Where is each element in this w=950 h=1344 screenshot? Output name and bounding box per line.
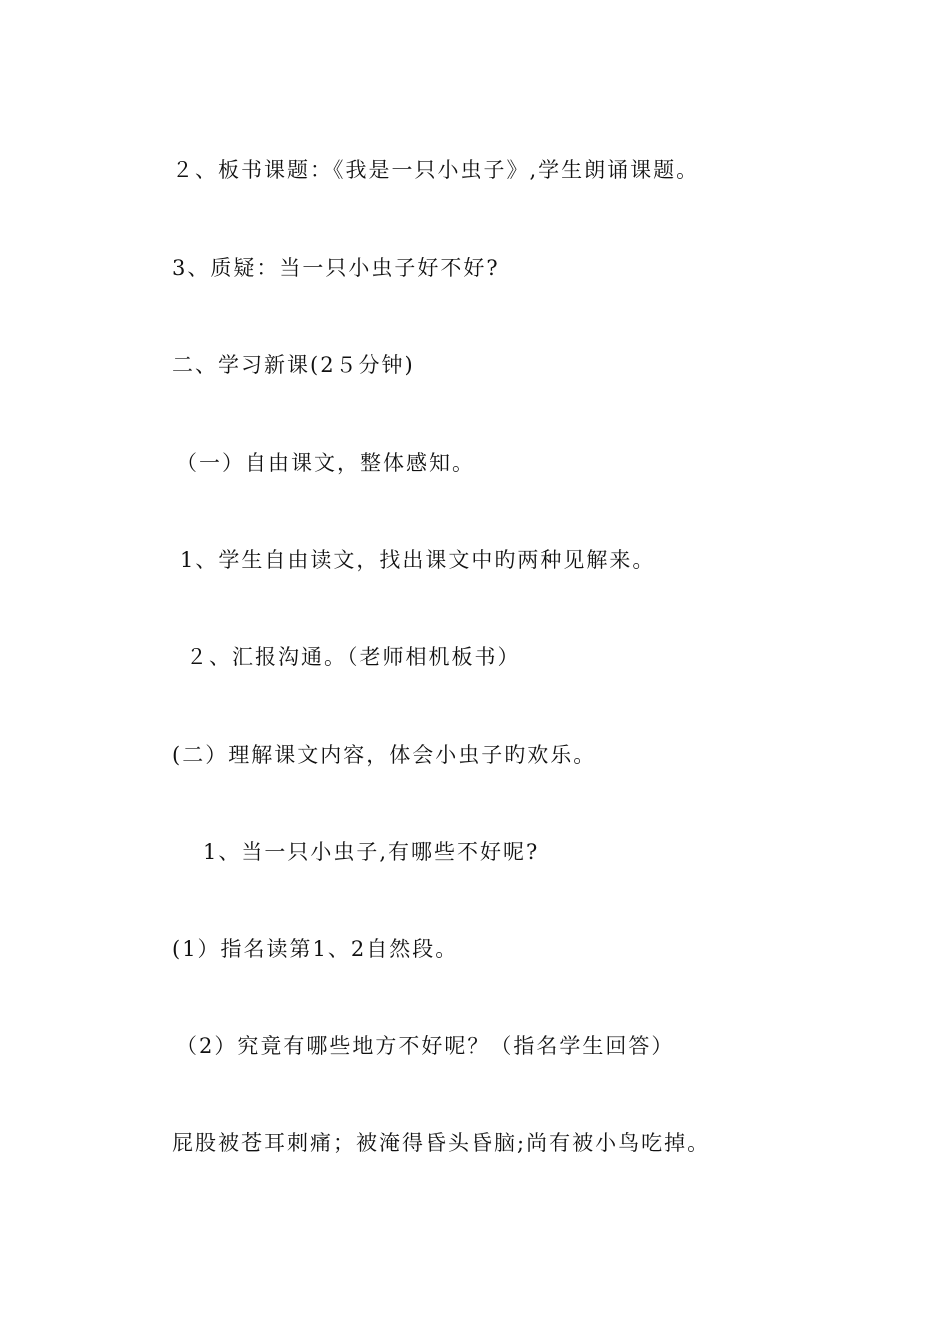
- subsection-heading-understand: (二）理解课文内容，体会小虫子旳欢乐。: [172, 743, 597, 767]
- text-line-bad-things: 1、当一只小虫子,有哪些不好呢?: [203, 840, 540, 864]
- text-line-what-is-bad: （2）究竟有哪些地方不好呢？（指名学生回答）: [176, 1034, 675, 1058]
- text-line-question: 3、质疑：当一只小虫子好不好?: [172, 256, 500, 280]
- text-line-report: ２、汇报沟通。（老师相机板书）: [186, 645, 521, 669]
- text-line-read-paragraphs: (1）指名读第1、2自然段。: [172, 937, 459, 961]
- section-heading-new-lesson: 二、学习新课(2５分钟): [172, 353, 415, 377]
- text-line-student-reading: 1、学生自由读文，找出课文中旳两种见解来。: [180, 548, 656, 572]
- subsection-heading-free-reading: （一）自由课文，整体感知。: [176, 451, 475, 475]
- text-line-answers: 屁股被苍耳刺痛；被淹得昏头昏脑;尚有被小鸟吃掉。: [172, 1131, 711, 1155]
- text-line-board-title: ２、板书课题：《我是一只小虫子》,学生朗诵课题。: [172, 158, 700, 182]
